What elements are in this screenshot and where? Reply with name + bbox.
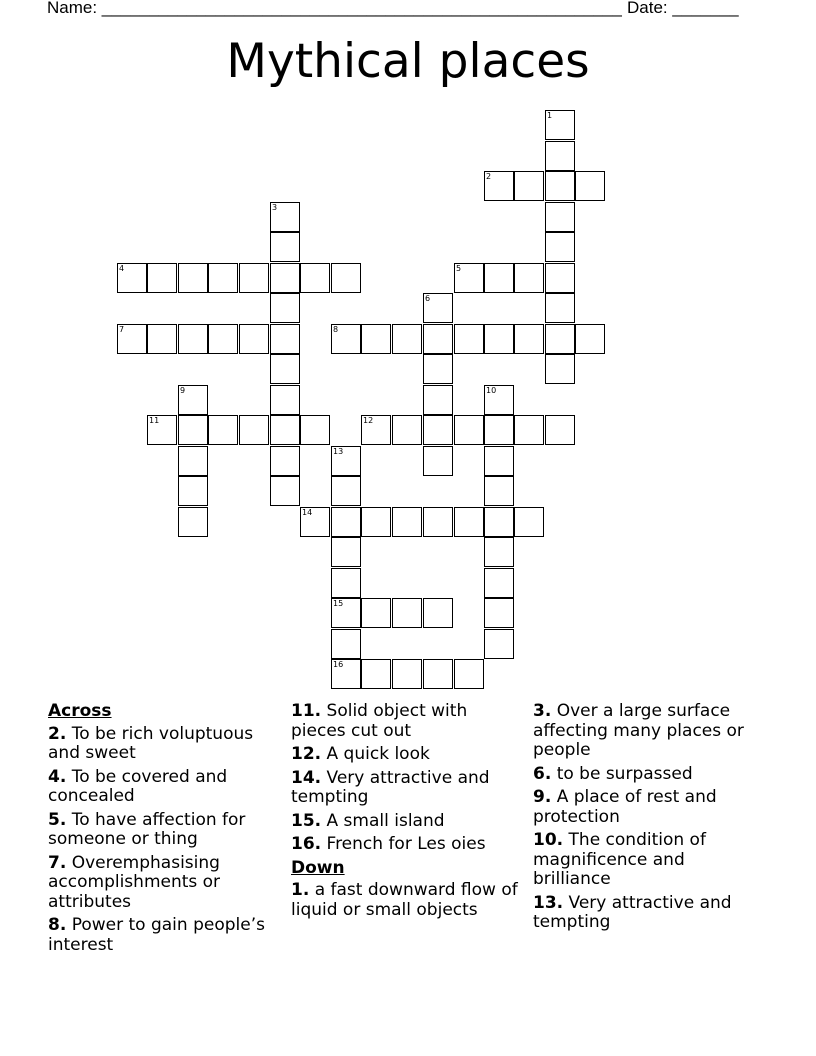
clue-item	[48, 916, 278, 955]
grid-cell[interactable]	[331, 263, 361, 293]
grid-cell[interactable]	[423, 507, 453, 537]
clue-number-label: 15	[333, 599, 344, 608]
clue-item	[48, 725, 278, 764]
name-field-label[interactable]: Name: _______________________________________________________	[47, 0, 622, 17]
grid-cell[interactable]	[331, 507, 361, 537]
grid-cell[interactable]	[545, 415, 575, 445]
down-heading: Down	[291, 857, 345, 878]
clue-item	[291, 769, 521, 808]
clue-text: A place of rest and protection	[533, 787, 717, 827]
clue-number-label: 5	[456, 264, 462, 273]
grid-cell[interactable]	[575, 324, 605, 354]
clue-text: Solid object with pieces cut out	[291, 701, 468, 741]
grid-cell[interactable]	[300, 415, 330, 445]
grid-cell[interactable]	[270, 446, 300, 476]
grid-cell[interactable]	[423, 415, 453, 445]
grid-cell[interactable]	[545, 263, 575, 293]
grid-cell[interactable]	[178, 263, 208, 293]
grid-cell[interactable]	[392, 507, 422, 537]
grid-cell[interactable]	[423, 446, 453, 476]
grid-cell[interactable]	[270, 232, 300, 262]
grid-cell[interactable]	[454, 415, 484, 445]
across-heading: Across	[48, 701, 112, 721]
grid-cell[interactable]	[208, 263, 238, 293]
grid-cell[interactable]	[300, 263, 330, 293]
grid-cell[interactable]	[454, 659, 484, 689]
page-title: Mythical places	[226, 34, 590, 89]
clue-number: 1.	[291, 880, 310, 900]
clue-number: 14.	[291, 767, 322, 788]
grid-cell[interactable]	[545, 354, 575, 384]
clue-number: 9.	[533, 787, 552, 807]
grid-cell[interactable]	[270, 476, 300, 506]
clue-number: 7.	[48, 852, 67, 873]
grid-cell[interactable]	[514, 324, 544, 354]
grid-cell[interactable]	[331, 476, 361, 506]
clue-number-label: 13	[333, 447, 344, 456]
clue-number: 4.	[48, 766, 67, 787]
clue-text: Very attractive and tempting	[291, 767, 490, 807]
grid-cell[interactable]	[545, 293, 575, 323]
clue-item	[533, 765, 763, 785]
grid-cell[interactable]	[331, 568, 361, 598]
grid-cell[interactable]	[514, 263, 544, 293]
across-clue-list	[48, 725, 278, 956]
clue-number-label: 12	[363, 416, 374, 425]
grid-cell[interactable]	[484, 263, 514, 293]
clues-column-3	[533, 702, 763, 937]
clue-number: 8.	[48, 915, 67, 935]
grid-cell[interactable]	[270, 385, 300, 415]
grid-cell[interactable]	[331, 629, 361, 659]
clue-item	[291, 745, 521, 765]
grid-cell[interactable]	[208, 415, 238, 445]
clue-number-label: 11	[149, 416, 160, 425]
clue-text: Power to gain people’s interest	[48, 915, 265, 955]
grid-cell[interactable]	[484, 537, 514, 567]
grid-cell[interactable]	[514, 171, 544, 201]
down-clue-list-continued	[533, 702, 763, 933]
grid-cell[interactable]	[454, 324, 484, 354]
clue-number-label: 8	[333, 325, 339, 334]
clue-text: A small island	[321, 810, 445, 831]
clue-item	[48, 768, 278, 807]
grid-cell[interactable]	[484, 568, 514, 598]
clue-number: 11.	[291, 701, 322, 721]
clue-text: French for Les oies	[321, 834, 486, 854]
clue-number-label: 7	[119, 325, 125, 334]
grid-cell[interactable]	[239, 324, 269, 354]
grid-cell[interactable]	[178, 324, 208, 354]
grid-cell[interactable]	[270, 415, 300, 445]
grid-cell[interactable]	[361, 598, 391, 628]
grid-cell[interactable]	[178, 415, 208, 445]
clue-text: Over a large surface affecting many places or people	[533, 701, 744, 760]
clue-number-label: 6	[425, 294, 431, 303]
grid-cell[interactable]	[178, 507, 208, 537]
clue-number: 12.	[291, 744, 322, 764]
clue-number-label: 16	[333, 660, 344, 669]
grid-cell[interactable]	[147, 324, 177, 354]
grid-cell[interactable]	[423, 598, 453, 628]
clue-number: 3.	[533, 701, 552, 721]
grid-cell[interactable]	[484, 598, 514, 628]
date-field-label[interactable]: Date: _______	[627, 0, 739, 17]
grid-cell[interactable]	[361, 507, 391, 537]
grid-cell[interactable]	[423, 659, 453, 689]
grid-cell[interactable]	[545, 232, 575, 262]
grid-cell[interactable]	[239, 415, 269, 445]
grid-cell[interactable]	[575, 171, 605, 201]
grid-cell[interactable]	[484, 415, 514, 445]
grid-cell[interactable]	[484, 476, 514, 506]
clue-item	[291, 881, 521, 920]
clues-column-1	[48, 702, 278, 959]
clue-text: Overemphasising accomplishments or attributes	[48, 852, 221, 912]
clue-number: 6.	[533, 763, 552, 784]
grid-cell[interactable]	[454, 507, 484, 537]
clue-item	[533, 894, 763, 933]
clue-text: The condition of magnificence and brilliance	[533, 830, 706, 889]
grid-cell[interactable]	[239, 263, 269, 293]
clue-number: 2.	[48, 723, 67, 744]
grid-cell[interactable]	[423, 385, 453, 415]
clue-text: A quick look	[321, 744, 430, 764]
grid-cell[interactable]	[208, 324, 238, 354]
clue-text: To be rich voluptuous and sweet	[48, 723, 254, 763]
grid-cell[interactable]	[484, 507, 514, 537]
grid-cell[interactable]	[178, 446, 208, 476]
clue-item	[291, 835, 521, 855]
clues-column-2	[291, 702, 521, 924]
clue-item	[291, 812, 521, 832]
clue-text: To have affection for someone or thing	[48, 809, 246, 849]
down-clue-list	[291, 881, 521, 920]
grid-cell[interactable]	[514, 415, 544, 445]
grid-cell[interactable]	[423, 354, 453, 384]
grid-cell[interactable]	[545, 171, 575, 201]
clue-number: 10.	[533, 830, 564, 850]
grid-cell[interactable]	[361, 659, 391, 689]
grid-cell[interactable]	[545, 324, 575, 354]
clue-number-label: 9	[180, 386, 186, 395]
grid-cell[interactable]	[392, 659, 422, 689]
clue-text: a fast downward flow of liquid or small objects	[291, 880, 518, 920]
grid-cell[interactable]	[331, 537, 361, 567]
clue-number-label: 1	[547, 111, 553, 120]
clue-number-label: 14	[302, 508, 313, 517]
grid-cell[interactable]	[392, 598, 422, 628]
grid-cell[interactable]	[545, 202, 575, 232]
grid-cell[interactable]	[270, 354, 300, 384]
grid-cell[interactable]	[270, 293, 300, 323]
clue-number: 13.	[533, 892, 564, 913]
clue-text: To be covered and concealed	[48, 766, 228, 806]
clue-item	[48, 854, 278, 913]
grid-cell[interactable]	[484, 446, 514, 476]
grid-cell[interactable]	[270, 324, 300, 354]
clue-number: 16.	[291, 834, 322, 854]
clue-number-label: 4	[119, 264, 125, 273]
grid-cell[interactable]	[392, 415, 422, 445]
grid-cell[interactable]	[392, 324, 422, 354]
clue-text: Very attractive and tempting	[533, 892, 732, 932]
grid-cell[interactable]	[423, 324, 453, 354]
clue-item	[533, 788, 763, 827]
grid-cell[interactable]	[484, 629, 514, 659]
clue-item	[48, 811, 278, 850]
grid-cell[interactable]	[147, 263, 177, 293]
grid-cell[interactable]	[545, 141, 575, 171]
clue-number: 15.	[291, 810, 322, 831]
clue-text: to be surpassed	[551, 763, 693, 784]
clue-item	[533, 831, 763, 890]
clue-item	[533, 702, 763, 761]
clue-number-label: 3	[272, 203, 278, 212]
grid-cell[interactable]	[361, 324, 391, 354]
clue-item	[291, 702, 521, 741]
clue-number: 5.	[48, 809, 67, 830]
grid-cell[interactable]	[270, 263, 300, 293]
grid-cell[interactable]	[514, 507, 544, 537]
grid-cell[interactable]	[178, 476, 208, 506]
clue-number-label: 2	[486, 172, 492, 181]
grid-cell[interactable]	[484, 324, 514, 354]
clue-number-label: 10	[486, 386, 497, 395]
across-clue-list-continued	[291, 702, 521, 855]
